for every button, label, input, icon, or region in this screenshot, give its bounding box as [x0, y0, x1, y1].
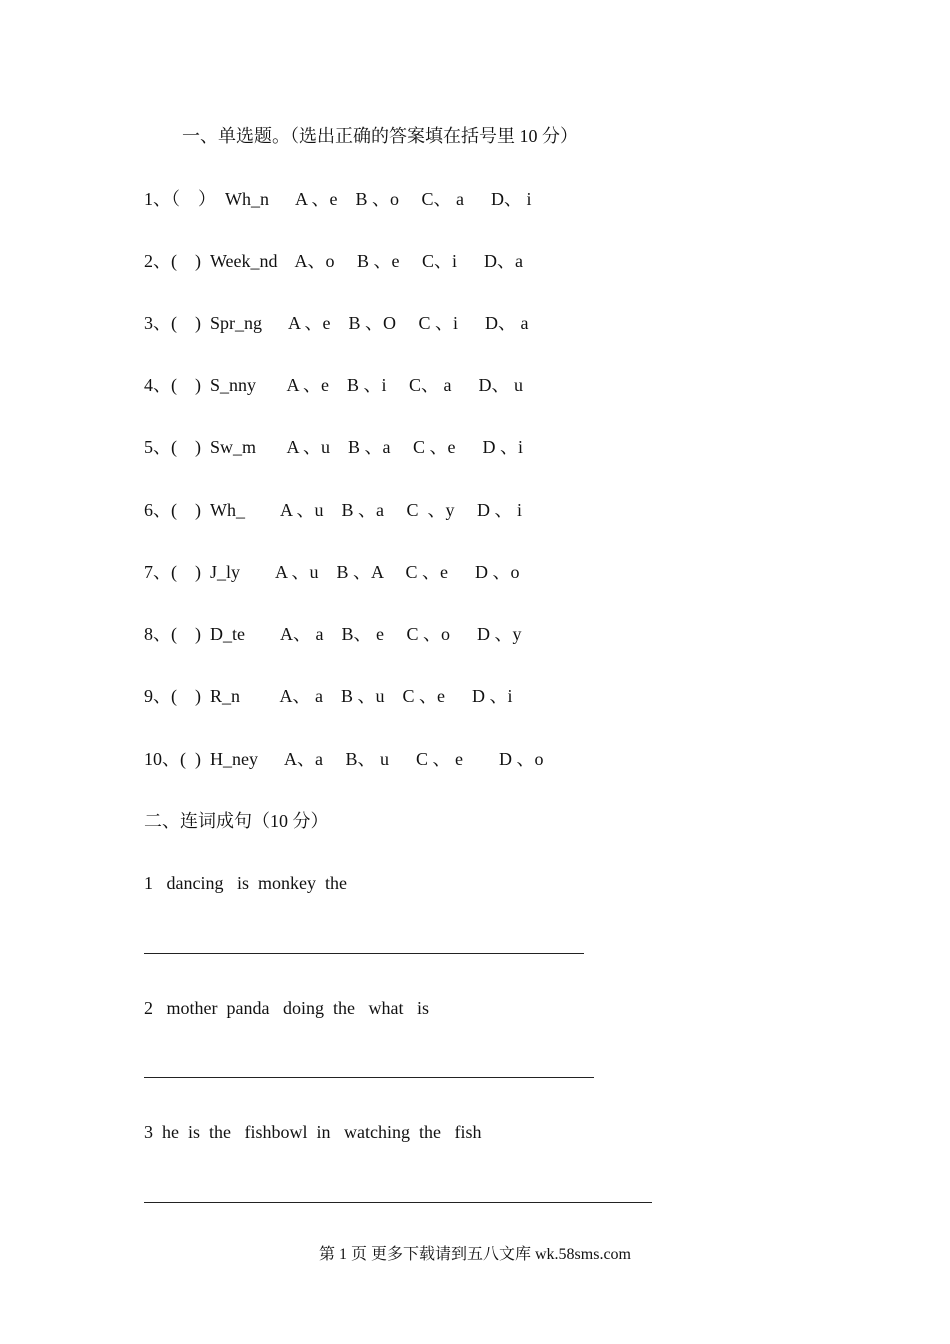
page-footer: 第 1 页 更多下载请到五八文库 wk.58sms.com [318, 1246, 631, 1263]
question-6: 6、( ) Wh_ A 、u B 、a C 、y D 、 i [144, 500, 522, 520]
question-1: 1、（ ） Wh_n A 、e B 、o C、 a D、 i [144, 189, 532, 209]
sentence-item-2: 2 mother panda doing the what is [144, 998, 429, 1018]
question-7: 7、( ) J_ly A 、u B 、A C 、e D 、o [144, 562, 520, 582]
section1-heading: 一、单选题。（选出正确的答案填在括号里 10 分） [182, 126, 578, 146]
question-4: 4、( ) S_nny A 、e B 、i C、 a D、 u [144, 375, 524, 395]
answer-blank-1 [144, 953, 584, 954]
answer-blank-3 [144, 1202, 652, 1203]
answer-blank-2 [144, 1077, 594, 1078]
sentence-item-3: 3 he is the fishbowl in watching the fish [144, 1122, 482, 1142]
question-9: 9、( ) R_n A、 a B 、u C 、e D 、i [144, 686, 513, 706]
question-5: 5、( ) Sw_m A 、u B 、a C 、e D 、i [144, 437, 524, 457]
question-2: 2、( ) Week_nd A、o B 、e C、i D、a [144, 251, 524, 271]
sentence-item-1: 1 dancing is monkey the [144, 873, 347, 893]
section2-heading: 二、连词成句（10 分） [144, 811, 329, 831]
question-10: 10、( ) H_ney A、a B、 u C 、 e D 、o [144, 749, 544, 769]
question-8: 8、( ) D_te A、 a B、 e C 、o D 、y [144, 624, 522, 644]
question-3: 3、( ) Spr_ng A 、e B 、O C 、i D、 a [144, 313, 529, 333]
